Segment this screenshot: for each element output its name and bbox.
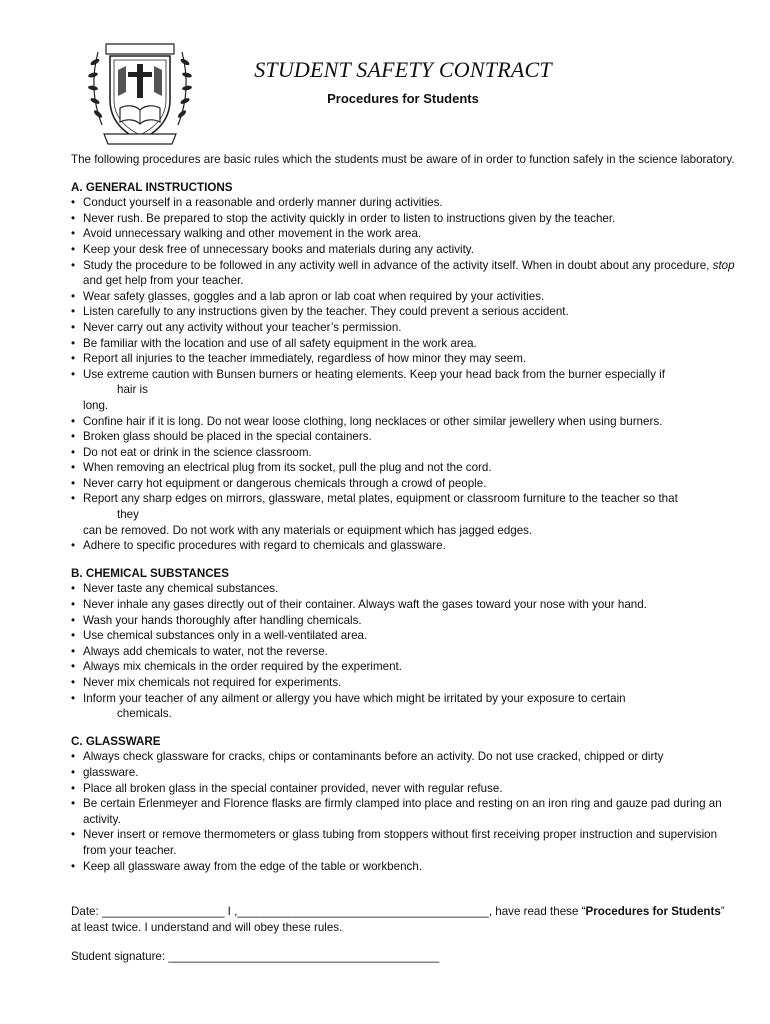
list-item: • Avoid unnecessary walking and other movement in the work area. — [71, 226, 735, 242]
list-item: • Never insert or remove thermometers or glass tubing from stoppers without first receiving proper instruction and supervision from your teacher. — [71, 827, 735, 858]
list-item: • Be familiar with the location and use of all safety equipment in the work area. — [71, 336, 735, 352]
list-item: • Keep all glassware away from the edge of the table or workbench. — [71, 859, 735, 875]
agreement-text-end: ” at least twice. I understand and will obey these rules. — [71, 905, 725, 934]
list-item: • Conduct yourself in a reasonable and orderly manner during activities. — [71, 195, 735, 211]
agreement-statement — [71, 904, 735, 935]
item-emphasis: stop — [712, 258, 735, 272]
list-item: • Never carry hot equipment or dangerous chemicals through a crowd of people. — [71, 476, 735, 492]
list-item: • Always check glassware for cracks, chips or contaminants before an activity. Do not use cracked, chipped or dirty — [71, 749, 735, 765]
chemical-rules-list — [71, 581, 735, 721]
item-line: hair is — [117, 383, 148, 397]
intro-paragraph: The following procedures are basic rules which the students must be aware of in order to function safely in the science laboratory. — [71, 153, 735, 166]
list-item — [71, 367, 735, 414]
list-item: • Place all broken glass in the special container provided, never with regular refuse. — [71, 781, 735, 797]
agreement-document-name: Procedures for Students — [585, 905, 721, 919]
list-item: • Adhere to specific procedures with regard to chemicals and glassware. — [71, 538, 735, 554]
signature-field[interactable]: __________________________________________ — [168, 950, 440, 964]
list-item — [71, 258, 735, 289]
list-item: • Use chemical substances only in a well-ventilated area. — [71, 628, 735, 644]
list-item — [71, 691, 735, 722]
item-line: chemicals. — [117, 707, 172, 721]
item-line: long. — [83, 398, 109, 412]
school-crest-logo — [84, 30, 196, 150]
list-item: • Never taste any chemical substances. — [71, 581, 735, 597]
list-item: • Wash your hands thoroughly after handling chemicals. — [71, 613, 735, 629]
item-line: can be removed. Do not work with any materials or equipment which has jagged edges. — [83, 523, 533, 537]
list-item: • Always mix chemicals in the order required by the experiment. — [71, 659, 735, 675]
list-item: • Never carry out any activity without your teacher’s permission. — [71, 320, 735, 336]
item-line: they — [117, 508, 139, 522]
student-name-field[interactable]: _______________________________________ — [237, 905, 489, 919]
list-item: • Keep your desk free of unnecessary books and materials during any activity. — [71, 242, 735, 258]
section-heading-glassware: C. GLASSWARE — [71, 734, 161, 748]
name-prefix: I , — [224, 905, 238, 919]
item-text: and get help from your teacher. — [83, 274, 244, 288]
glassware-rules-list — [71, 749, 735, 874]
page-title: STUDENT SAFETY CONTRACT — [254, 57, 552, 82]
list-item: • When removing an electrical plug from its socket, pull the plug and not the cord. — [71, 460, 735, 476]
section-heading-chemical: B. CHEMICAL SUBSTANCES — [71, 566, 230, 580]
school-crest-icon — [84, 30, 196, 150]
item-line: Use extreme caution with Bunsen burners or heating elements. Keep your head back from the burner especially if — [83, 367, 665, 381]
list-item: • Wear safety glasses, goggles and a lab apron or lab coat when required by your activities. — [71, 289, 735, 305]
section-heading-general: A. GENERAL INSTRUCTIONS — [71, 180, 233, 194]
date-field[interactable]: ___________________ — [101, 905, 225, 919]
list-item — [71, 491, 735, 538]
date-label: Date: — [71, 905, 102, 919]
item-line: Report any sharp edges on mirrors, glassware, metal plates, equipment or classroom furniture to the teacher so that — [83, 492, 678, 506]
list-item: • Report all injuries to the teacher immediately, regardless of how minor they may seem. — [71, 351, 735, 367]
item-line: Inform your teacher of any ailment or allergy you have which might be irritated by your exposure to certain — [83, 691, 626, 705]
item-text: Study the procedure to be followed in any activity well in advance of the activity itself. When in doubt about any procedure, — [83, 258, 713, 272]
list-item: • Never rush. Be prepared to stop the activity quickly in order to listen to instructions given by the teacher. — [71, 211, 735, 227]
list-item: • Never mix chemicals not required for experiments. — [71, 675, 735, 691]
general-rules-list — [71, 195, 735, 554]
list-item: • Always add chemicals to water, not the reverse. — [71, 644, 735, 660]
signature-line — [71, 949, 735, 965]
document-body — [71, 152, 735, 965]
list-item: • Broken glass should be placed in the special containers. — [71, 429, 735, 445]
page-subtitle: Procedures for Students — [327, 91, 479, 106]
list-item: • Listen carefully to any instructions given by the teacher. They could prevent a serious accident. — [71, 304, 735, 320]
list-item: • Never inhale any gases directly out of their container. Always waft the gases toward your nose with your hand. — [71, 597, 735, 613]
agreement-text-mid: , have read these “ — [488, 905, 586, 919]
list-item: • Be certain Erlenmeyer and Florence flasks are firmly clamped into place and resting on an iron ring and gauze pad during an activity. — [71, 796, 735, 827]
list-item: • Confine hair if it is long. Do not wear loose clothing, long necklaces or other similar jewellery when using burners. — [71, 414, 735, 430]
signature-label: Student signature: — [71, 950, 169, 964]
list-item: • Do not eat or drink in the science classroom. — [71, 445, 735, 461]
list-item: • glassware. — [71, 765, 735, 781]
